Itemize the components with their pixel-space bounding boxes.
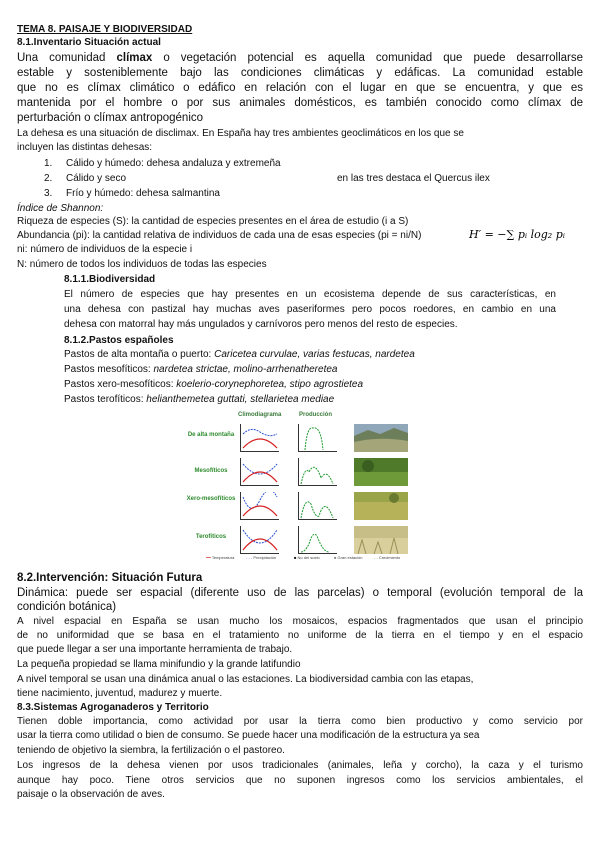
pasture-species: helianthemetea guttati, stellarietea mediae bbox=[146, 394, 335, 405]
pasture-item bbox=[64, 349, 556, 361]
paragraph-line: usar la tierra como utilidad o bien de consumo. Se puede hacer una modificación de la estructura ya sea bbox=[17, 730, 480, 741]
list-item bbox=[44, 158, 584, 170]
climodiagram-alta-montana bbox=[240, 424, 279, 452]
paragraph-line: paisaje o la observación de aves. bbox=[17, 789, 165, 800]
paragraph-line: Tienen doble importancia, como actividad por usar la tierra como bien productivo y como servicio por bbox=[17, 716, 583, 727]
paragraph-line: de no uniformidad que se basa en el tratamiento no uniforme de la tierra en el tiempo y en el espacio bbox=[17, 630, 583, 641]
legend-label: Crecimiento bbox=[378, 555, 401, 560]
paragraph-line: La dehesa es una situación de disclimax. En España hay tres ambientes geoclimáticos en los que se bbox=[17, 128, 464, 139]
legend-line-icon: ━━ bbox=[206, 555, 211, 560]
figure-legend bbox=[206, 554, 412, 562]
pasture-label: Pastos terofíticos: bbox=[64, 394, 147, 405]
list-text: Frío y húmedo: dehesa salmantina bbox=[66, 188, 220, 199]
row-label: De alta montaña bbox=[187, 432, 235, 438]
climodiagram-mesofiticos bbox=[240, 458, 279, 486]
paragraph-line: ni: número de individuos de la especie i bbox=[17, 244, 193, 255]
legend-box-icon: ■ bbox=[334, 555, 337, 560]
legend-item-temperature bbox=[206, 555, 234, 560]
legend-label: Temperatura bbox=[211, 555, 235, 560]
list-text: Cálido y seco bbox=[66, 173, 127, 184]
legend-label: No del suelo bbox=[297, 555, 320, 560]
photo-xero-mesofiticos bbox=[354, 492, 408, 520]
pasture-species: koelerio-corynephoretea, stipo agrostietea bbox=[176, 379, 364, 390]
list-item bbox=[44, 188, 584, 200]
pasture-item bbox=[64, 379, 556, 391]
paragraph-line: que no es clímax climático o edáfico en relación con el lugar en que se encuentra, y que es bbox=[17, 82, 583, 94]
legend-line-icon: - - bbox=[374, 555, 378, 560]
row-label: Terofíticos bbox=[195, 534, 227, 540]
paragraph-line: condición botánica) bbox=[17, 601, 117, 613]
formula-graphic bbox=[466, 211, 600, 259]
climodiagram-xero-mesofiticos bbox=[240, 492, 279, 520]
list-number: 1. bbox=[44, 158, 53, 169]
paragraph-line: teniendo de objetivo la siembra, la fertilización o el pastoreo. bbox=[17, 745, 285, 756]
paragraph-line: Riqueza de especies (S): la cantidad de especies presentes en el área de estudio (i a S) bbox=[17, 216, 409, 227]
term-climax: clímax bbox=[116, 52, 153, 64]
pasture-label: Pastos xero-mesofíticos: bbox=[64, 379, 177, 390]
legend-item-season bbox=[334, 555, 362, 560]
production-xero-mesofiticos bbox=[298, 492, 337, 520]
paragraph-line: N: número de todos los individuos de todas las especies bbox=[17, 259, 267, 270]
pasture-species: nardetea strictae, molino-arrhenatheretea bbox=[153, 364, 338, 375]
list-text: Cálido y húmedo: dehesa andaluza y extremeña bbox=[66, 158, 281, 169]
row-label: Xero-mesofíticos bbox=[186, 496, 236, 502]
paragraph-line: mantenida por el hombre o por sus animales domésticos, es también conocido como clímax de bbox=[17, 97, 583, 109]
paragraph-line: A nivel temporal se usan una dinámica anual o las estaciones. La biodiversidad cambia con las etapas, bbox=[17, 674, 474, 685]
climodiagram-terofiticos bbox=[240, 526, 279, 554]
legend-item-soil bbox=[294, 555, 320, 560]
photo-alta-montana bbox=[354, 424, 408, 452]
section-heading-8-2: 8.2.Intervención: Situación Futura bbox=[17, 572, 203, 584]
paragraph-line: aunque hay poco. Tiene otros servicios que no suponen ingresos como los servicios ambientales, el bbox=[17, 775, 583, 786]
list-number: 3. bbox=[44, 188, 53, 199]
column-header-climate: Climodiagrama bbox=[238, 412, 282, 418]
text-span: o vegetación potencial es aquella comunidad que puede desarrollarse bbox=[152, 52, 583, 64]
section-heading-8-3: 8.3.Sistemas Agroganaderos y Territorio bbox=[17, 702, 209, 713]
legend-line-icon: - - - bbox=[246, 555, 253, 560]
pasture-label: Pastos de alta montaña o puerto: bbox=[64, 349, 215, 360]
paragraph-line: Dinámica: puede ser espacial (diferente uso de las parcelas) o temporal (evolución temporal de la bbox=[17, 587, 583, 599]
production-terofiticos bbox=[298, 526, 337, 554]
text-span: Una comunidad bbox=[17, 52, 117, 64]
paragraph-line: tiene nacimiento, juventud, madurez y muerte. bbox=[17, 688, 223, 699]
pasture-item bbox=[64, 364, 556, 376]
list-side-note: en las tres destaca el Quercus ilex bbox=[337, 173, 490, 184]
paragraph-line: El número de especies que hay presentes en un ecosistema depende de sus características, en bbox=[64, 289, 556, 300]
shannon-title: Índice de Shannon: bbox=[17, 203, 104, 214]
pasture-label: Pastos mesofíticos: bbox=[64, 364, 154, 375]
legend-item-precipitation bbox=[246, 555, 276, 560]
legend-label: Precipitación bbox=[253, 555, 277, 560]
row-label: Mesofíticos bbox=[194, 468, 228, 474]
column-header-production: Producción bbox=[299, 412, 333, 418]
paragraph-line: estable y sosteniblemente bajo las condiciones climáticas y edáficas. La comunidad estable bbox=[17, 67, 583, 79]
paragraph-line: una dehesa con pastizal hay muchas aves paseriformes pero pocos roedores, en cambio en una bbox=[64, 304, 556, 315]
paragraph-climax-line bbox=[17, 51, 583, 65]
section-heading-8-1: 8.1.Inventario Situación actual bbox=[17, 37, 161, 48]
pasture-item bbox=[64, 394, 556, 406]
list-number: 2. bbox=[44, 173, 53, 184]
paragraph-line: perturbación o clímax antropogénico bbox=[17, 112, 204, 124]
legend-item-growth bbox=[374, 555, 400, 560]
production-mesofiticos bbox=[298, 458, 337, 486]
document-title: TEMA 8. PAISAJE Y BIODIVERSIDAD bbox=[17, 24, 193, 35]
section-heading-8-1-1: 8.1.1.Biodiversidad bbox=[64, 274, 156, 285]
paragraph-line: A nivel espacial en España se usan mucho los mosaicos, espacios fragmentados que usan el principio bbox=[17, 616, 583, 627]
pasture-species: Caricetea curvulae, varias festucas, nardetea bbox=[214, 349, 415, 360]
section-heading-8-1-2: 8.1.2.Pastos españoles bbox=[64, 335, 174, 346]
legend-label: Gran estación bbox=[337, 555, 363, 560]
production-alta-montana bbox=[298, 424, 337, 452]
photo-terofiticos bbox=[354, 526, 408, 554]
pasture-figure bbox=[186, 412, 412, 562]
legend-box-icon: ■ bbox=[294, 555, 297, 560]
formula-text: H′ = −∑ pᵢ log₂ pᵢ bbox=[469, 228, 565, 241]
paragraph-line: Abundancia (pi): la cantidad relativa de individuos de cada una de esas especies (pi = ni/N) bbox=[17, 230, 422, 241]
photo-mesofiticos bbox=[354, 458, 408, 486]
paragraph-line: La pequeña propiedad se llama minifundio y la grande latifundio bbox=[17, 659, 301, 670]
paragraph-line: incluyen las distintas dehesas: bbox=[17, 142, 153, 153]
shannon-formula bbox=[466, 211, 600, 259]
paragraph-line: Los ingresos de la dehesa vienen por usos tradicionales (animales, leña y corcho), la caza y el turismo bbox=[17, 760, 583, 771]
paragraph-line: que puede llegar a ser una importante herramienta de trabajo. bbox=[17, 644, 293, 655]
paragraph-line: dehesa con matorral hay más ungulados y carnívoros pero menos del resto de especies. bbox=[64, 319, 458, 330]
